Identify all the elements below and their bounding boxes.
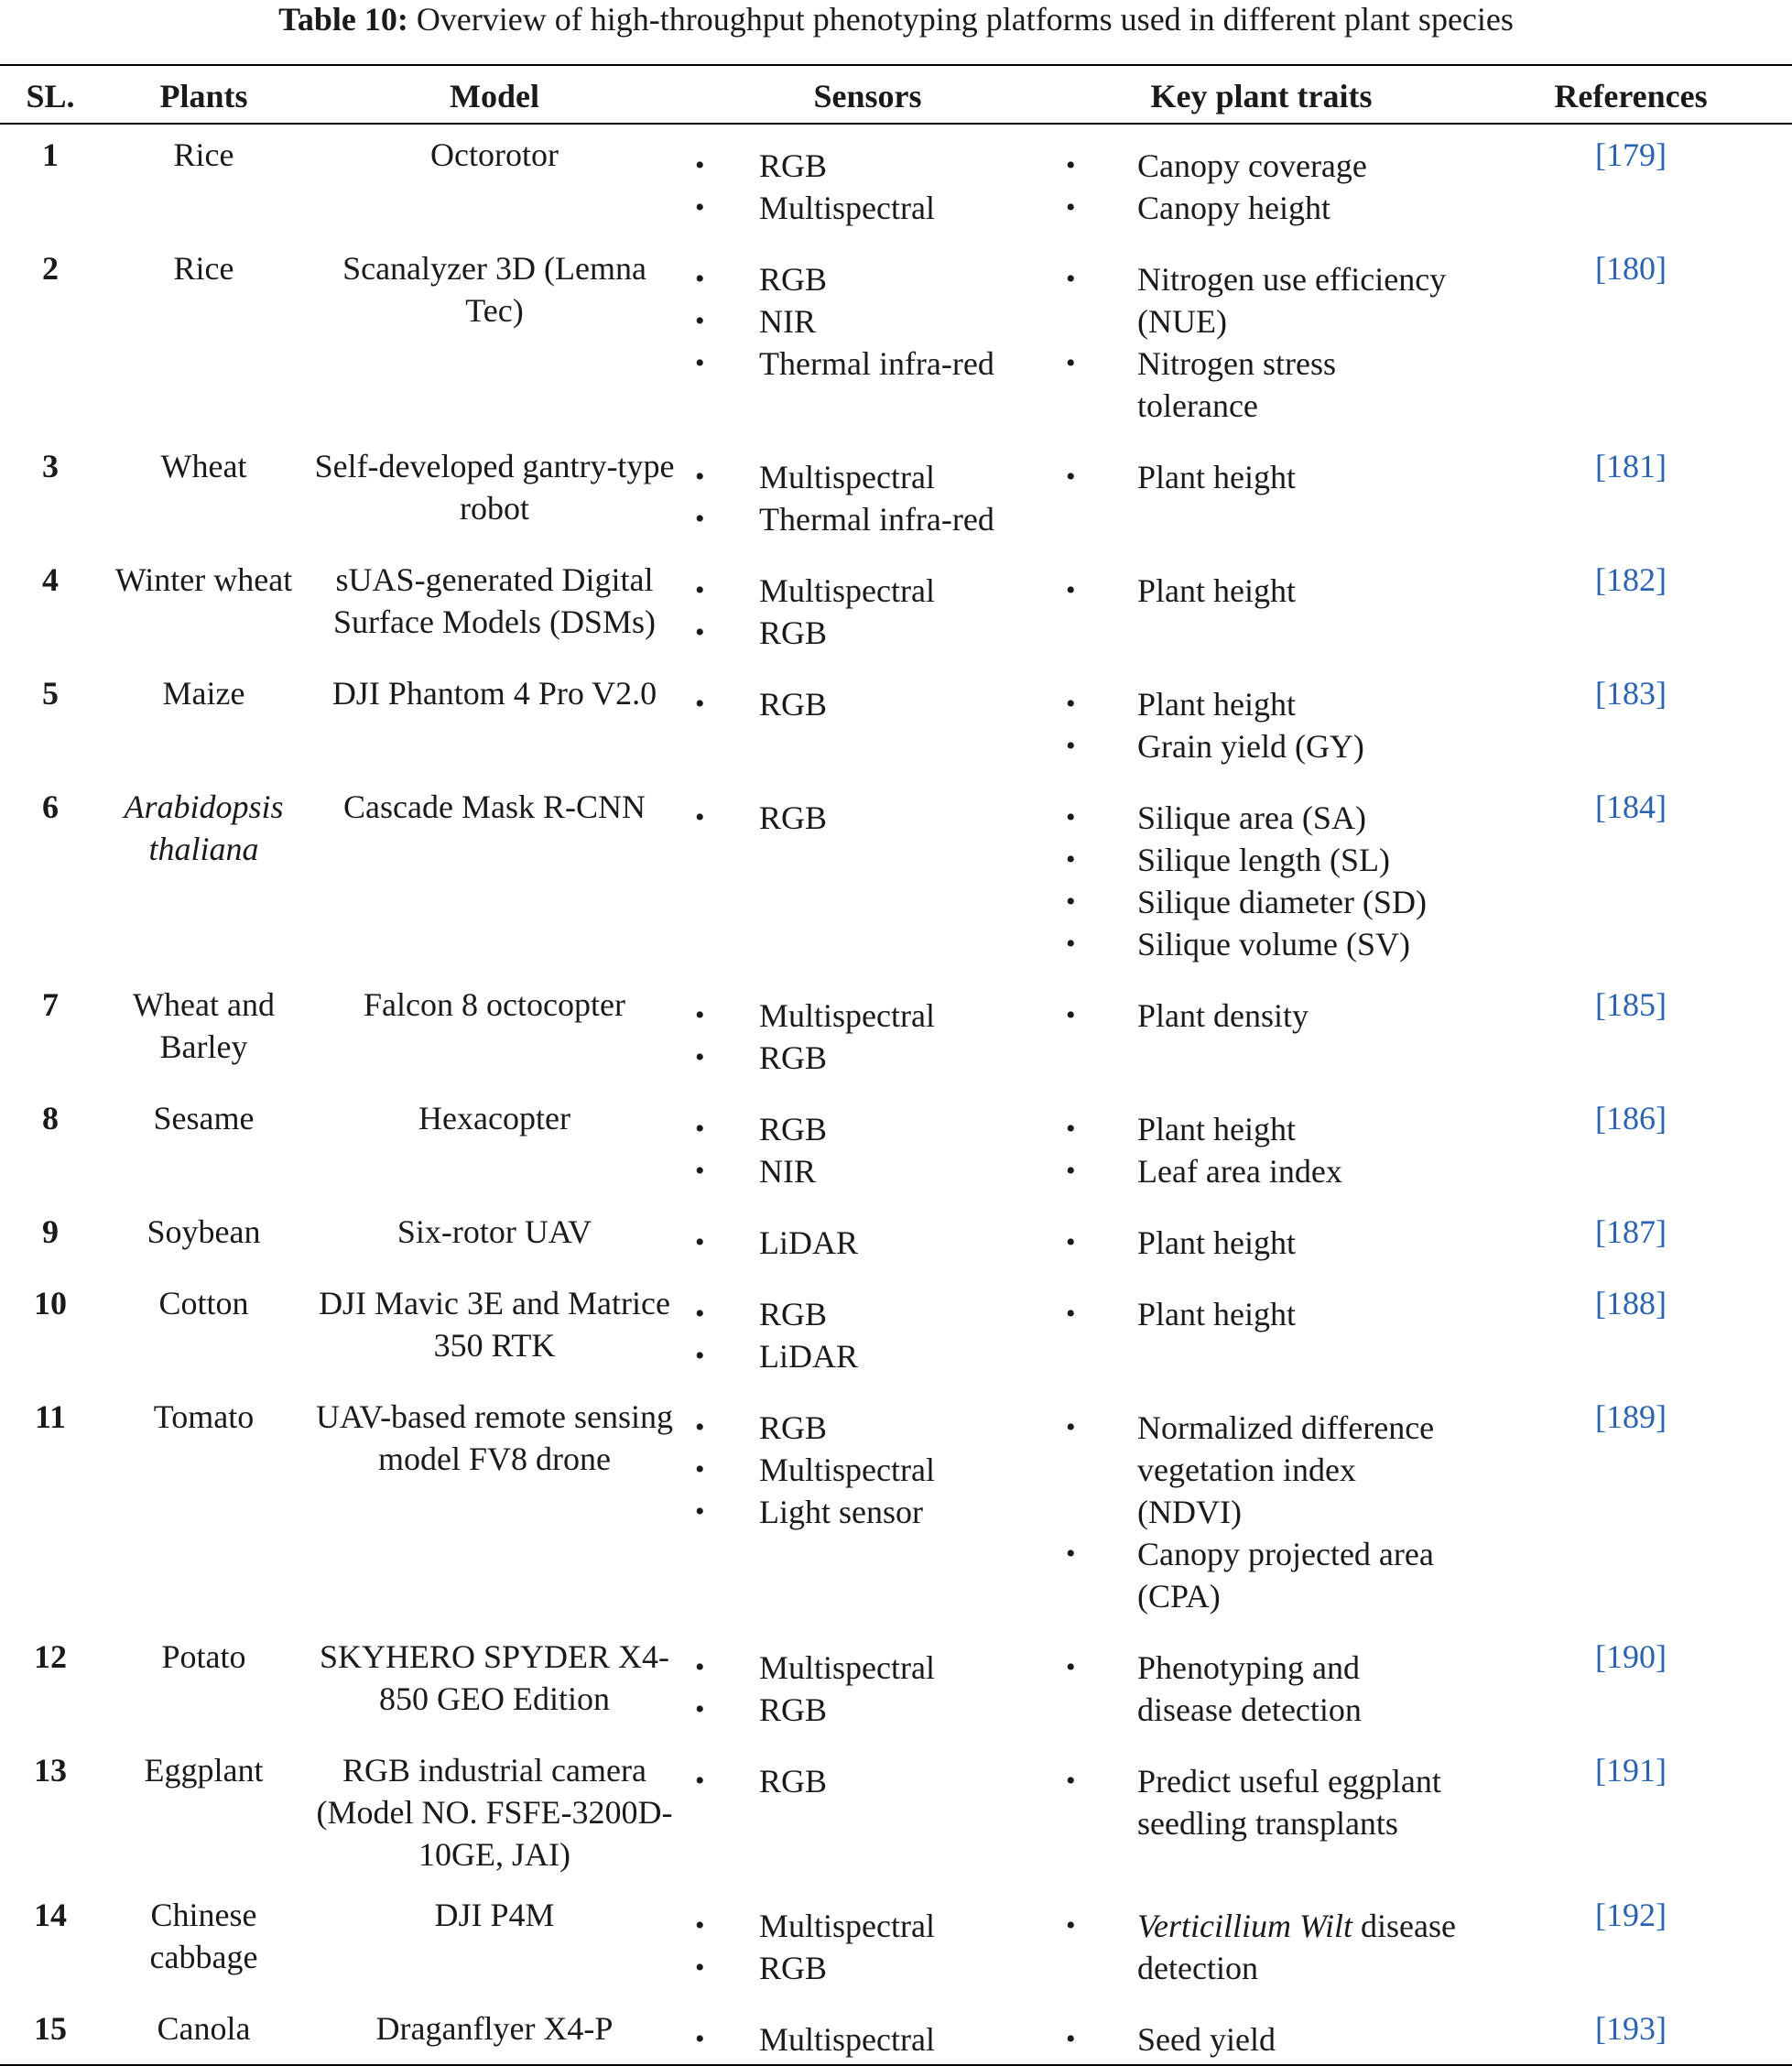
row-traits-list (1060, 258, 1462, 427)
row-traits-list (1060, 995, 1462, 1037)
row-traits (1053, 1998, 1470, 2065)
row-sensors (682, 1088, 1053, 1202)
list-item: • RGB (690, 258, 1046, 300)
row-plant (101, 1088, 307, 1202)
row-reference (1470, 1740, 1792, 1885)
table-row (0, 1273, 1792, 1386)
list-item: • RGB (690, 797, 1046, 839)
plant-name: Rice (173, 250, 234, 287)
row-sl: 3 (42, 448, 59, 484)
row-traits-list (1060, 1293, 1462, 1335)
row-model: Octorotor (430, 136, 559, 173)
row-sensors-list (690, 1222, 1046, 1264)
list-item: • Grain yield (GY) (1060, 725, 1462, 767)
row-model: Hexacopter (418, 1100, 570, 1136)
header-model: Model (307, 65, 682, 124)
row-sensors (682, 436, 1053, 549)
table-row (0, 436, 1792, 549)
row-sensors-list (690, 456, 1046, 540)
plant-name: Eggplant (144, 1752, 264, 1789)
row-sensors-list (690, 145, 1046, 229)
table-row (0, 1885, 1792, 1998)
row-sl: 1 (42, 136, 59, 173)
row-sensors (682, 238, 1053, 436)
row-plant (101, 124, 307, 238)
row-model: Draganflyer X4-P (307, 1998, 682, 2065)
list-item: • NIR (690, 1150, 1046, 1192)
row-model: Six-rotor UAV (396, 1213, 592, 1250)
row-plant (101, 1386, 307, 1626)
row-plant (101, 1885, 307, 1998)
header-sl: SL. (0, 65, 101, 124)
row-traits-list (1060, 683, 1462, 767)
row-traits-list (1060, 1905, 1462, 1989)
row-traits-list (1060, 1647, 1462, 1731)
plant-name: Potato (161, 1638, 246, 1675)
list-item: • Plant height (1060, 570, 1462, 612)
row-traits-list (1060, 1760, 1462, 1844)
header-row (0, 65, 1792, 124)
row-traits-list (1060, 2018, 1462, 2061)
table-row (0, 124, 1792, 238)
list-item: • LiDAR (690, 1222, 1046, 1264)
reference-link[interactable]: [184] (1595, 788, 1667, 825)
list-item: • Plant height (1060, 1293, 1462, 1335)
row-reference (1470, 1088, 1792, 1202)
list-item: • RGB (690, 1947, 1046, 1989)
row-plant (101, 1998, 307, 2065)
list-item: • Plant height (1060, 1222, 1462, 1264)
reference-link[interactable]: [186] (1595, 1100, 1667, 1136)
list-item: • NIR (690, 300, 1046, 343)
row-model: RGB industrial camera (Model NO. FSFE-3200D-10GE, JAI) (316, 1752, 673, 1873)
row-traits (1053, 1088, 1470, 1202)
list-item: • Multispectral (690, 1905, 1046, 1947)
row-traits-list (1060, 1108, 1462, 1192)
row-traits (1053, 124, 1470, 238)
reference-link[interactable]: [187] (1595, 1213, 1667, 1250)
row-reference (1470, 436, 1792, 549)
list-item: • RGB (690, 145, 1046, 187)
italic-prefix: Verticillium Wilt (1137, 1908, 1352, 1944)
row-sensors (682, 549, 1053, 663)
row-reference (1470, 1386, 1792, 1626)
table-row (0, 549, 1792, 663)
list-item: • Nitrogen stress tolerance (1060, 343, 1462, 427)
table-caption (0, 0, 1792, 38)
row-traits-list (1060, 797, 1462, 965)
row-traits (1053, 777, 1470, 974)
row-traits (1053, 238, 1470, 436)
list-item: • Multispectral (690, 1647, 1046, 1689)
row-reference (1470, 1202, 1792, 1273)
plant-name: Soybean (147, 1213, 261, 1250)
row-sl: 13 (34, 1752, 67, 1789)
reference-link[interactable]: [185] (1595, 986, 1667, 1023)
row-sensors-list (690, 1108, 1046, 1192)
list-item: • RGB (690, 1037, 1046, 1079)
row-model: sUAS-generated Digital Surface Models (DSMs) (333, 561, 656, 640)
list-item: • RGB (690, 1108, 1046, 1150)
list-item: • Leaf area index (1060, 1150, 1462, 1192)
row-traits (1053, 1885, 1470, 1998)
table-caption-label: Table 10: (278, 1, 408, 38)
row-sl: 6 (42, 788, 59, 825)
reference-link[interactable]: [193] (1595, 2010, 1667, 2047)
table-row (0, 777, 1792, 974)
table-caption-text: Overview of high-throughput phenotyping platforms used in different plant species (416, 1, 1514, 38)
reference-link[interactable]: [192] (1595, 1897, 1667, 1933)
row-sensors-list (690, 797, 1046, 839)
row-model: Cascade Mask R-CNN (343, 788, 646, 825)
row-traits-list (1060, 145, 1462, 229)
row-sensors-list (690, 1760, 1046, 1802)
list-item: • Predict useful eggplant seedling transplants (1060, 1760, 1462, 1844)
row-sensors (682, 1626, 1053, 1740)
list-item: • RGB (690, 1407, 1046, 1449)
list-item (1060, 1905, 1462, 1989)
row-model: Scanalyzer 3D (Lemna Tec) (342, 250, 646, 329)
row-reference (1470, 1626, 1792, 1740)
row-traits (1053, 436, 1470, 549)
row-sensors (682, 663, 1053, 777)
list-item: • Plant density (1060, 995, 1462, 1037)
row-traits (1053, 1740, 1470, 1885)
reference-link[interactable]: [181] (1595, 448, 1667, 484)
plant-name: Wheat (160, 448, 247, 484)
row-reference (1470, 1885, 1792, 1998)
row-sensors (682, 1998, 1053, 2065)
table-header (0, 65, 1792, 124)
table-row (0, 1202, 1792, 1273)
row-sensors-list (690, 1905, 1046, 1989)
row-sensors (682, 124, 1053, 238)
row-sensors-list (690, 2018, 1046, 2061)
list-item: • RGB (690, 1293, 1046, 1335)
reference-link[interactable]: [180] (1595, 250, 1667, 287)
row-sl: 15 (0, 1998, 101, 2065)
reference-link[interactable]: [189] (1595, 1398, 1667, 1435)
row-model: DJI Phantom 4 Pro V2.0 (331, 675, 657, 712)
list-item: • Multispectral (690, 2018, 1046, 2061)
table-row (0, 1998, 1792, 2065)
row-model: Falcon 8 octocopter (364, 986, 625, 1023)
list-item: • Multispectral (690, 995, 1046, 1037)
row-reference (1470, 549, 1792, 663)
header-sensors: Sensors (682, 65, 1053, 124)
row-reference (1470, 124, 1792, 238)
row-plant (101, 1740, 307, 1885)
row-plant (101, 1202, 307, 1273)
row-reference (1470, 1273, 1792, 1386)
row-plant (101, 1626, 307, 1740)
list-item: • Canopy projected area (CPA) (1060, 1533, 1462, 1617)
header-traits: Key plant traits (1053, 65, 1470, 124)
row-reference (1470, 1998, 1792, 2065)
list-item: • Thermal infra-red (690, 498, 1046, 540)
table-row (0, 1386, 1792, 1626)
reference-link[interactable]: [183] (1595, 675, 1667, 712)
row-traits-list (1060, 1222, 1462, 1264)
row-sl: 14 (34, 1897, 67, 1933)
row-plant (101, 436, 307, 549)
reference-link[interactable]: [188] (1595, 1285, 1667, 1321)
list-item: • Plant height (1060, 456, 1462, 498)
row-traits-list (1060, 570, 1462, 612)
row-sensors-list (690, 995, 1046, 1079)
row-traits (1053, 1202, 1470, 1273)
header-references: References (1470, 65, 1792, 124)
reference-link[interactable]: [190] (1595, 1638, 1667, 1675)
row-traits (1053, 1273, 1470, 1386)
list-item: • LiDAR (690, 1335, 1046, 1377)
reference-link[interactable]: [179] (1595, 136, 1667, 173)
row-sensors-list (690, 258, 1046, 385)
row-plant (101, 663, 307, 777)
row-traits-list (1060, 456, 1462, 498)
row-sl: 2 (42, 250, 59, 287)
table-row (0, 974, 1792, 1088)
reference-link[interactable]: [182] (1595, 561, 1667, 598)
row-traits (1053, 1386, 1470, 1626)
list-item: • Nitrogen use efficiency (NUE) (1060, 258, 1462, 343)
phenotyping-table (0, 64, 1792, 2066)
row-sensors-list (690, 1293, 1046, 1377)
list-item: • Canopy height (1060, 187, 1462, 229)
row-sensors (682, 1273, 1053, 1386)
row-sensors (682, 777, 1053, 974)
list-item: • Plant height (1060, 683, 1462, 725)
list-item: • Multispectral (690, 1449, 1046, 1491)
plant-name: Wheat and Barley (133, 986, 275, 1065)
row-sl: 7 (42, 986, 59, 1023)
row-model: UAV-based remote sensing model FV8 drone (316, 1398, 673, 1477)
row-sl: 4 (42, 561, 59, 598)
row-traits (1053, 1626, 1470, 1740)
trait-remainder: disease detection (1137, 1908, 1456, 1986)
table-row (0, 1740, 1792, 1885)
list-item: • Thermal infra-red (690, 343, 1046, 385)
plant-name: Arabidopsis thaliana (124, 788, 284, 867)
list-item: • Plant height (1060, 1108, 1462, 1150)
list-item: • Silique diameter (SD) (1060, 881, 1462, 923)
list-item: • Silique area (SA) (1060, 797, 1462, 839)
list-item: • Canopy coverage (1060, 145, 1462, 187)
row-sl: 11 (34, 1398, 66, 1435)
row-sl: 9 (42, 1213, 59, 1250)
row-traits (1053, 549, 1470, 663)
row-reference (1470, 777, 1792, 974)
plant-name: Tomato (153, 1398, 255, 1435)
plant-name: Rice (173, 136, 234, 173)
plant-name: Chinese cabbage (149, 1897, 258, 1975)
list-item: • Multispectral (690, 187, 1046, 229)
row-sensors (682, 1386, 1053, 1626)
row-plant (101, 777, 307, 974)
table-row (0, 238, 1792, 436)
row-reference (1470, 238, 1792, 436)
list-item: • Normalized difference vegetation index (NDVI) (1060, 1407, 1462, 1533)
plant-name: Maize (162, 675, 245, 712)
list-item: • Multispectral (690, 456, 1046, 498)
table-row (0, 1088, 1792, 1202)
list-item: • RGB (690, 683, 1046, 725)
row-reference (1470, 974, 1792, 1088)
row-model: DJI P4M (434, 1897, 555, 1933)
row-traits-list (1060, 1407, 1462, 1617)
row-sl: 10 (34, 1285, 67, 1321)
list-item: • Multispectral (690, 570, 1046, 612)
list-item: • RGB (690, 612, 1046, 654)
row-sensors-list (690, 570, 1046, 654)
row-traits (1053, 663, 1470, 777)
row-model: SKYHERO SPYDER X4-850 GEO Edition (319, 1638, 670, 1717)
header-plants: Plants (101, 65, 307, 124)
row-traits (1053, 974, 1470, 1088)
row-sl: 8 (42, 1100, 59, 1136)
row-plant (101, 974, 307, 1088)
table-row (0, 663, 1792, 777)
list-item: • Seed yield (1060, 2018, 1462, 2061)
plant-name: Cotton (158, 1285, 249, 1321)
table-row (0, 1626, 1792, 1740)
row-sensors (682, 974, 1053, 1088)
row-plant (101, 1273, 307, 1386)
row-model: Self-developed gantry-type robot (314, 448, 675, 527)
row-sensors-list (690, 683, 1046, 725)
row-sensors (682, 1202, 1053, 1273)
row-plant (101, 238, 307, 436)
row-model: DJI Mavic 3E and Matrice 350 RTK (319, 1285, 670, 1364)
reference-link[interactable]: [191] (1595, 1752, 1667, 1789)
row-sl: 5 (42, 675, 59, 712)
list-item: • RGB (690, 1689, 1046, 1731)
row-sensors-list (690, 1647, 1046, 1731)
list-item: • Silique length (SL) (1060, 839, 1462, 881)
row-sensors (682, 1885, 1053, 1998)
list-item: • RGB (690, 1760, 1046, 1802)
plant-name: Winter wheat (114, 561, 293, 598)
row-sl: 12 (34, 1638, 67, 1675)
row-plant (101, 549, 307, 663)
list-item: • Light sensor (690, 1491, 1046, 1533)
plant-name: Sesame (153, 1100, 255, 1136)
row-sensors (682, 1740, 1053, 1885)
list-item: • Silique volume (SV) (1060, 923, 1462, 965)
row-sensors-list (690, 1407, 1046, 1533)
row-reference (1470, 663, 1792, 777)
list-item: • Phenotyping and disease detection (1060, 1647, 1462, 1731)
table-body (0, 124, 1792, 2065)
plant-name: Canola (157, 2010, 251, 2047)
